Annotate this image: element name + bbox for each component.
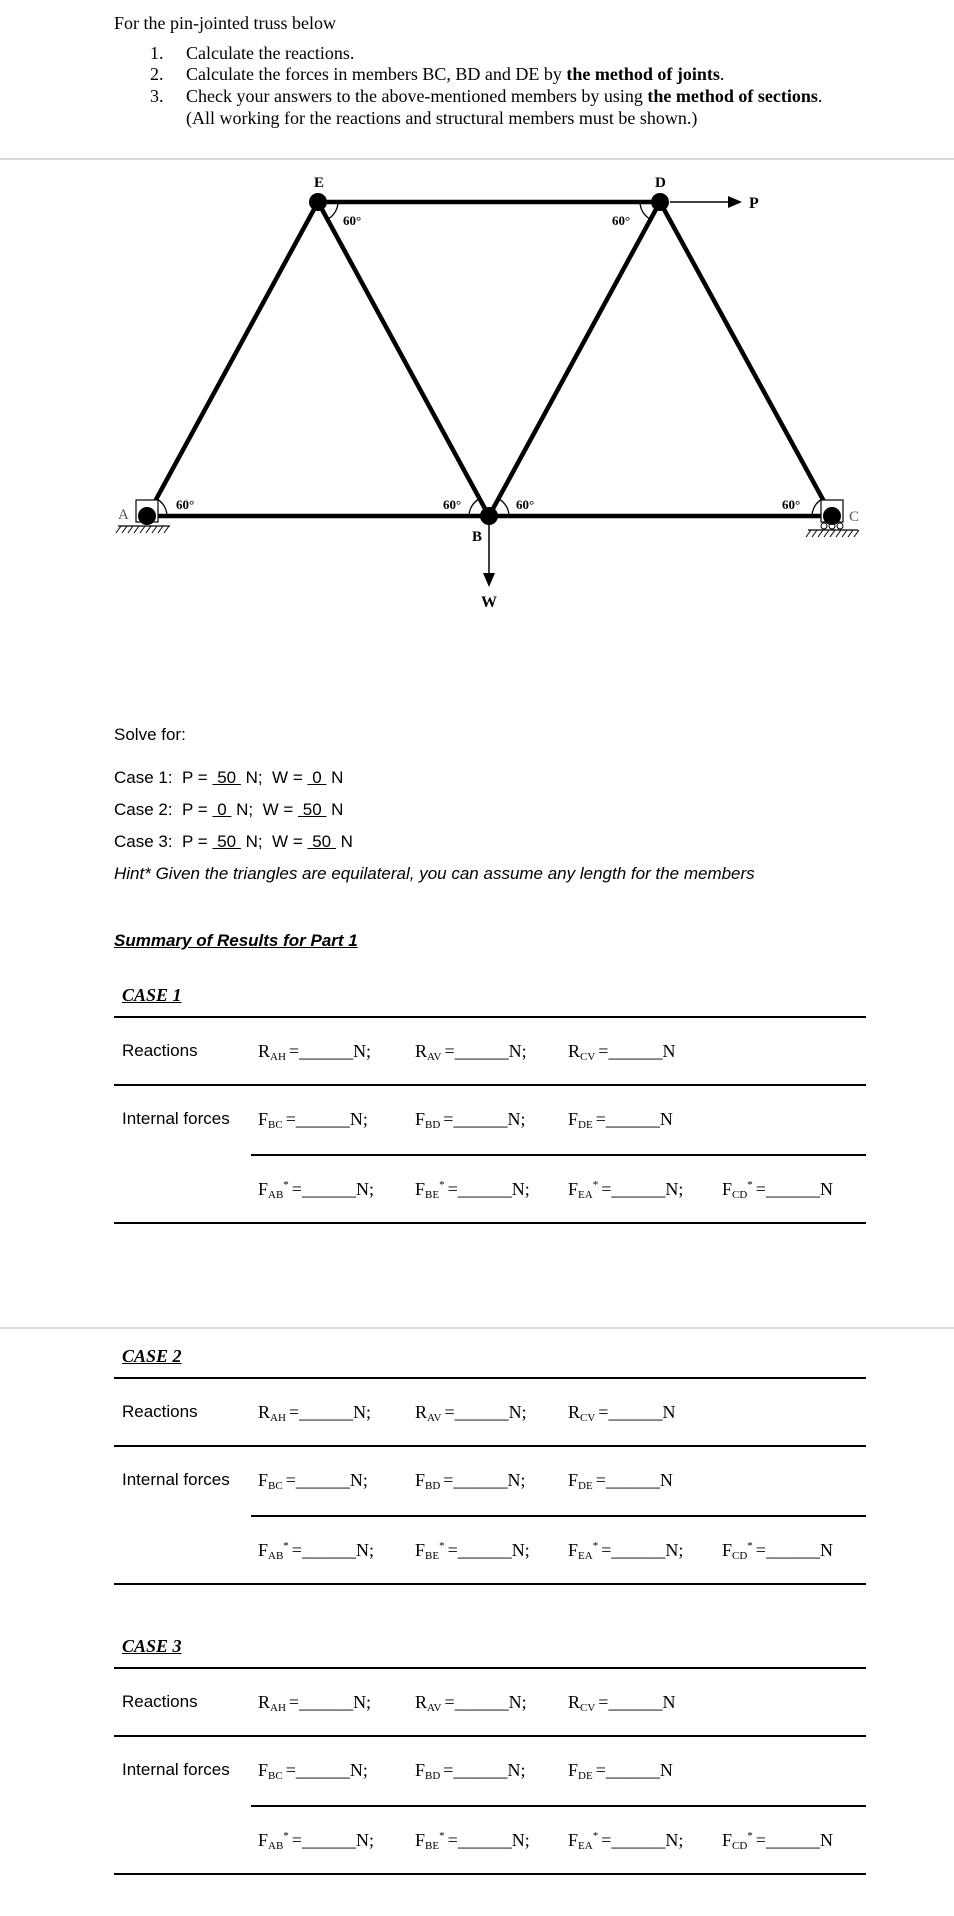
angle-label-E: 60° xyxy=(343,213,362,228)
rule xyxy=(114,1873,866,1875)
unit: N xyxy=(662,1402,676,1422)
unit: N; xyxy=(355,1830,374,1850)
answer-blank[interactable]: ______ xyxy=(765,1540,820,1560)
answer-blank[interactable]: ______ xyxy=(454,1041,509,1061)
symbol: R xyxy=(415,1041,428,1061)
subscript: DE xyxy=(578,1119,593,1131)
answer-blank[interactable]: ______ xyxy=(454,1692,509,1712)
field-fbd xyxy=(415,1760,525,1782)
equals: = xyxy=(598,1402,609,1422)
node-label-C: C xyxy=(849,509,860,525)
unit: N xyxy=(819,1830,833,1850)
angle-arc-B-left xyxy=(469,499,479,516)
superscript: * xyxy=(439,1540,445,1552)
unit: N; xyxy=(355,1179,374,1199)
rule xyxy=(251,1805,866,1807)
equals: = xyxy=(755,1540,766,1560)
answer-blank[interactable]: ______ xyxy=(454,1402,509,1422)
load-label-W: W xyxy=(481,594,497,611)
field-fab xyxy=(258,1830,374,1852)
answer-blank[interactable]: ______ xyxy=(299,1041,354,1061)
equals: = xyxy=(595,1109,606,1129)
case-2-w-value: 50 xyxy=(302,800,322,819)
case-3-p-value: 50 xyxy=(217,832,237,851)
unit: N xyxy=(819,1540,833,1560)
subscript: CD xyxy=(732,1840,748,1852)
symbol: R xyxy=(258,1692,271,1712)
unit: N; xyxy=(355,1540,374,1560)
field-fbe xyxy=(415,1540,530,1562)
unit: N; xyxy=(353,1041,372,1061)
unit: N; xyxy=(507,1470,526,1490)
case-title: CASE 3 xyxy=(122,1636,182,1656)
unit: N; xyxy=(508,1041,527,1061)
field-rav xyxy=(415,1692,527,1714)
unit: N xyxy=(819,1179,833,1199)
field-fbd xyxy=(415,1470,525,1492)
rule xyxy=(114,1735,866,1737)
answer-blank[interactable]: ______ xyxy=(453,1470,508,1490)
unit: N; xyxy=(353,1402,372,1422)
answer-blank[interactable]: ______ xyxy=(608,1692,663,1712)
unit: N; xyxy=(349,1760,368,1780)
equals: = xyxy=(601,1179,612,1199)
answer-blank[interactable]: ______ xyxy=(301,1179,356,1199)
answer-blank[interactable]: ______ xyxy=(765,1830,820,1850)
field-fab xyxy=(258,1540,374,1562)
solve-title: Solve for: xyxy=(114,725,186,744)
load-W-arrow xyxy=(483,525,495,587)
angle-label-A: 60° xyxy=(176,497,195,512)
row-label-internal-forces: Internal forces xyxy=(122,1760,230,1779)
rule xyxy=(251,1515,866,1517)
symbol: F xyxy=(722,1540,733,1560)
row-label-reactions: Reactions xyxy=(122,1692,198,1711)
unit: N xyxy=(662,1692,676,1712)
equals: = xyxy=(447,1179,458,1199)
rule xyxy=(114,1445,866,1447)
equals: = xyxy=(447,1540,458,1560)
field-fbc xyxy=(258,1470,368,1492)
case-line-1: Case 1: P = 50 N; W = 0 N xyxy=(114,768,344,787)
unit: N; xyxy=(508,1402,527,1422)
angle-label-B-right: 60° xyxy=(516,497,535,512)
case-3-w-value: 50 xyxy=(312,832,332,851)
answer-blank[interactable]: ______ xyxy=(608,1041,663,1061)
truss-diagram xyxy=(0,160,954,620)
symbol: R xyxy=(258,1402,271,1422)
subscript: BC xyxy=(268,1480,283,1492)
hint-text: Hint* Given the triangles are equilateral, you can assume any length for the members xyxy=(114,864,755,883)
unit: N; xyxy=(511,1540,530,1560)
subscript: AH xyxy=(270,1702,286,1714)
item-text: Calculate the reactions. xyxy=(186,43,355,63)
case-line-3: Case 3: P = 50 N; W = 50 N xyxy=(114,832,353,851)
symbol: F xyxy=(258,1109,269,1129)
symbol: F xyxy=(258,1470,269,1490)
field-fbc xyxy=(258,1109,368,1131)
answer-blank[interactable]: ______ xyxy=(457,1540,512,1560)
answer-blank[interactable]: ______ xyxy=(611,1179,666,1199)
equals: = xyxy=(291,1540,302,1560)
subscript: AV xyxy=(427,1702,442,1714)
joint-C xyxy=(823,507,841,525)
unit: N; xyxy=(511,1179,530,1199)
subscript: BD xyxy=(425,1770,441,1782)
subscript: DE xyxy=(578,1770,593,1782)
node-label-D: D xyxy=(655,175,666,191)
subscript: AH xyxy=(270,1412,286,1424)
unit: N xyxy=(659,1109,673,1129)
rule xyxy=(251,1154,866,1156)
equals: = xyxy=(291,1179,302,1199)
answer-blank[interactable]: ______ xyxy=(611,1830,666,1850)
summary-title: Summary of Results for Part 1 xyxy=(114,931,358,950)
symbol: F xyxy=(258,1830,269,1850)
equals: = xyxy=(601,1830,612,1850)
field-fbc xyxy=(258,1760,368,1782)
angle-label-C: 60° xyxy=(782,497,801,512)
rule xyxy=(114,1222,866,1224)
joint-A xyxy=(138,507,156,525)
equals: = xyxy=(598,1692,609,1712)
row-label-internal-forces: Internal forces xyxy=(122,1470,230,1489)
answer-blank[interactable]: ______ xyxy=(299,1692,354,1712)
symbol: F xyxy=(568,1470,579,1490)
subscript: EA xyxy=(578,1550,593,1562)
symbol: F xyxy=(568,1109,579,1129)
superscript: * xyxy=(747,1830,753,1842)
equals: = xyxy=(595,1760,606,1780)
node-label-B: B xyxy=(472,529,483,545)
page-separator xyxy=(0,1327,954,1329)
joint-D xyxy=(651,193,669,211)
intro-heading: For the pin-jointed truss below xyxy=(114,13,336,33)
field-fde xyxy=(568,1109,673,1131)
equals: = xyxy=(755,1830,766,1850)
unit: N; xyxy=(511,1830,530,1850)
subscript: CV xyxy=(580,1051,596,1063)
symbol: F xyxy=(415,1179,426,1199)
symbol: R xyxy=(415,1692,428,1712)
equals: = xyxy=(443,1109,454,1129)
unit: N; xyxy=(353,1692,372,1712)
member-BD xyxy=(489,202,660,516)
answer-blank[interactable]: ______ xyxy=(299,1402,354,1422)
field-rah xyxy=(258,1041,371,1063)
answer-blank[interactable]: ______ xyxy=(301,1830,356,1850)
equals: = xyxy=(601,1540,612,1560)
item-number: 1. xyxy=(150,43,164,63)
symbol: F xyxy=(568,1540,579,1560)
rule xyxy=(114,1583,866,1585)
field-fbd xyxy=(415,1109,525,1131)
unit: N; xyxy=(508,1692,527,1712)
equals: = xyxy=(288,1041,300,1061)
subscript: BE xyxy=(425,1550,440,1562)
answer-blank[interactable]: ______ xyxy=(295,1760,350,1780)
equals: = xyxy=(285,1470,296,1490)
intro-item-1 xyxy=(150,42,355,64)
subscript: CD xyxy=(732,1189,748,1201)
symbol: R xyxy=(258,1041,271,1061)
subscript: BE xyxy=(425,1189,440,1201)
intro-item-3 xyxy=(150,85,823,107)
equals: = xyxy=(288,1402,300,1422)
intro-note: (All working for the reactions and structural members must be shown.) xyxy=(186,108,698,128)
symbol: F xyxy=(415,1109,426,1129)
field-fea xyxy=(568,1830,683,1852)
subscript: DE xyxy=(578,1480,593,1492)
subscript: CV xyxy=(580,1412,596,1424)
unit: N; xyxy=(665,1179,684,1199)
answer-blank[interactable]: ______ xyxy=(605,1109,660,1129)
answer-blank[interactable]: ______ xyxy=(605,1760,660,1780)
subscript: EA xyxy=(578,1840,593,1852)
field-fea xyxy=(568,1540,683,1562)
member-DC xyxy=(660,202,832,516)
subscript: BC xyxy=(268,1119,283,1131)
equals: = xyxy=(285,1109,296,1129)
rule xyxy=(114,1377,866,1379)
case-title: CASE 1 xyxy=(122,985,182,1005)
field-rav xyxy=(415,1402,527,1424)
subscript: BD xyxy=(425,1119,441,1131)
angle-arc-E xyxy=(328,202,338,219)
symbol: F xyxy=(568,1760,579,1780)
answer-blank[interactable]: ______ xyxy=(301,1540,356,1560)
case-1-w-value: 0 xyxy=(312,768,322,787)
joint-E xyxy=(309,193,327,211)
angle-arc-D xyxy=(640,202,650,219)
load-label-P: P xyxy=(749,195,759,212)
answer-blank[interactable]: ______ xyxy=(295,1109,350,1129)
subscript: CV xyxy=(580,1702,596,1714)
symbol: F xyxy=(722,1830,733,1850)
superscript: * xyxy=(283,1830,289,1842)
equals: = xyxy=(291,1830,302,1850)
case-1-p-value: 50 xyxy=(217,768,237,787)
unit: N; xyxy=(507,1760,526,1780)
rule xyxy=(114,1084,866,1086)
answer-blank[interactable]: ______ xyxy=(765,1179,820,1199)
superscript: * xyxy=(283,1179,289,1191)
case-line-2: Case 2: P = 0 N; W = 50 N xyxy=(114,800,344,819)
symbol: F xyxy=(258,1760,269,1780)
subscript: EA xyxy=(578,1189,593,1201)
equals: = xyxy=(447,1830,458,1850)
node-label-A: A xyxy=(118,507,129,523)
unit: N; xyxy=(349,1109,368,1129)
field-rah xyxy=(258,1402,371,1424)
symbol: R xyxy=(568,1041,581,1061)
case-title: CASE 2 xyxy=(122,1346,182,1366)
equals: = xyxy=(285,1760,296,1780)
field-fcd xyxy=(722,1179,833,1201)
subscript: AB xyxy=(268,1840,284,1852)
item-text: Calculate the forces in members BC, BD and DE by the method of joints. xyxy=(186,64,725,84)
answer-blank[interactable]: ______ xyxy=(611,1540,666,1560)
field-fcd xyxy=(722,1830,833,1852)
field-rav xyxy=(415,1041,527,1063)
answer-blank[interactable]: ______ xyxy=(453,1760,508,1780)
row-label-reactions: Reactions xyxy=(122,1402,198,1421)
angle-label-D: 60° xyxy=(612,213,631,228)
member-AE xyxy=(147,202,318,516)
field-fbe xyxy=(415,1830,530,1852)
unit: N; xyxy=(665,1830,684,1850)
superscript: * xyxy=(592,1830,599,1842)
subscript: AB xyxy=(268,1189,284,1201)
rule xyxy=(114,1016,866,1018)
equals: = xyxy=(755,1179,766,1199)
angle-label-B-left: 60° xyxy=(443,497,462,512)
field-rah xyxy=(258,1692,371,1714)
answer-blank[interactable]: ______ xyxy=(605,1470,660,1490)
case-2-p-value: 0 xyxy=(217,800,227,819)
symbol: F xyxy=(415,1540,426,1560)
equals: = xyxy=(443,1470,454,1490)
superscript: * xyxy=(592,1540,599,1552)
item-text: Check your answers to the above-mentioned members by using the method of sections. xyxy=(186,86,823,106)
row-label-internal-forces: Internal forces xyxy=(122,1109,230,1128)
item-number: 2. xyxy=(150,64,164,84)
symbol: R xyxy=(415,1402,428,1422)
intro-item-2 xyxy=(150,63,725,85)
item-number: 3. xyxy=(150,86,164,106)
unit: N xyxy=(659,1760,673,1780)
unit: N; xyxy=(665,1540,684,1560)
symbol: F xyxy=(568,1179,579,1199)
answer-blank[interactable]: ______ xyxy=(295,1470,350,1490)
field-fab xyxy=(258,1179,374,1201)
equals: = xyxy=(595,1470,606,1490)
subscript: AB xyxy=(268,1550,284,1562)
field-fea xyxy=(568,1179,683,1201)
field-fde xyxy=(568,1760,673,1782)
equals: = xyxy=(444,1692,455,1712)
subscript: BD xyxy=(425,1480,441,1492)
unit: N xyxy=(662,1041,676,1061)
symbol: F xyxy=(415,1470,426,1490)
subscript: AV xyxy=(427,1051,442,1063)
answer-blank[interactable]: ______ xyxy=(608,1402,663,1422)
answer-blank[interactable]: ______ xyxy=(457,1179,512,1199)
symbol: F xyxy=(722,1179,733,1199)
load-P-arrow xyxy=(670,196,742,208)
equals: = xyxy=(288,1692,300,1712)
symbol: F xyxy=(258,1179,269,1199)
field-rcv xyxy=(568,1402,675,1424)
symbol: F xyxy=(258,1540,269,1560)
subscript: CD xyxy=(732,1550,748,1562)
unit: N; xyxy=(507,1109,526,1129)
node-label-E: E xyxy=(314,175,325,191)
field-fbe xyxy=(415,1179,530,1201)
symbol: F xyxy=(415,1830,426,1850)
superscript: * xyxy=(747,1179,753,1191)
symbol: R xyxy=(568,1402,581,1422)
superscript: * xyxy=(439,1179,445,1191)
superscript: * xyxy=(283,1540,289,1552)
unit: N; xyxy=(349,1470,368,1490)
field-fcd xyxy=(722,1540,833,1562)
symbol: R xyxy=(568,1692,581,1712)
subscript: AH xyxy=(270,1051,286,1063)
superscript: * xyxy=(439,1830,445,1842)
subscript: BE xyxy=(425,1840,440,1852)
equals: = xyxy=(598,1041,609,1061)
rule xyxy=(114,1667,866,1669)
field-fde xyxy=(568,1470,673,1492)
unit: N xyxy=(659,1470,673,1490)
symbol: F xyxy=(568,1830,579,1850)
equals: = xyxy=(443,1760,454,1780)
answer-blank[interactable]: ______ xyxy=(453,1109,508,1129)
answer-blank[interactable]: ______ xyxy=(457,1830,512,1850)
equals: = xyxy=(444,1402,455,1422)
angle-arc-B-right xyxy=(499,499,509,516)
row-label-reactions: Reactions xyxy=(122,1041,198,1060)
superscript: * xyxy=(592,1179,599,1191)
field-rcv xyxy=(568,1041,675,1063)
subscript: AV xyxy=(427,1412,442,1424)
equals: = xyxy=(444,1041,455,1061)
subscript: BC xyxy=(268,1770,283,1782)
member-EB xyxy=(318,202,489,516)
joint-B xyxy=(480,507,498,525)
symbol: F xyxy=(415,1760,426,1780)
field-rcv xyxy=(568,1692,675,1714)
superscript: * xyxy=(747,1540,753,1552)
